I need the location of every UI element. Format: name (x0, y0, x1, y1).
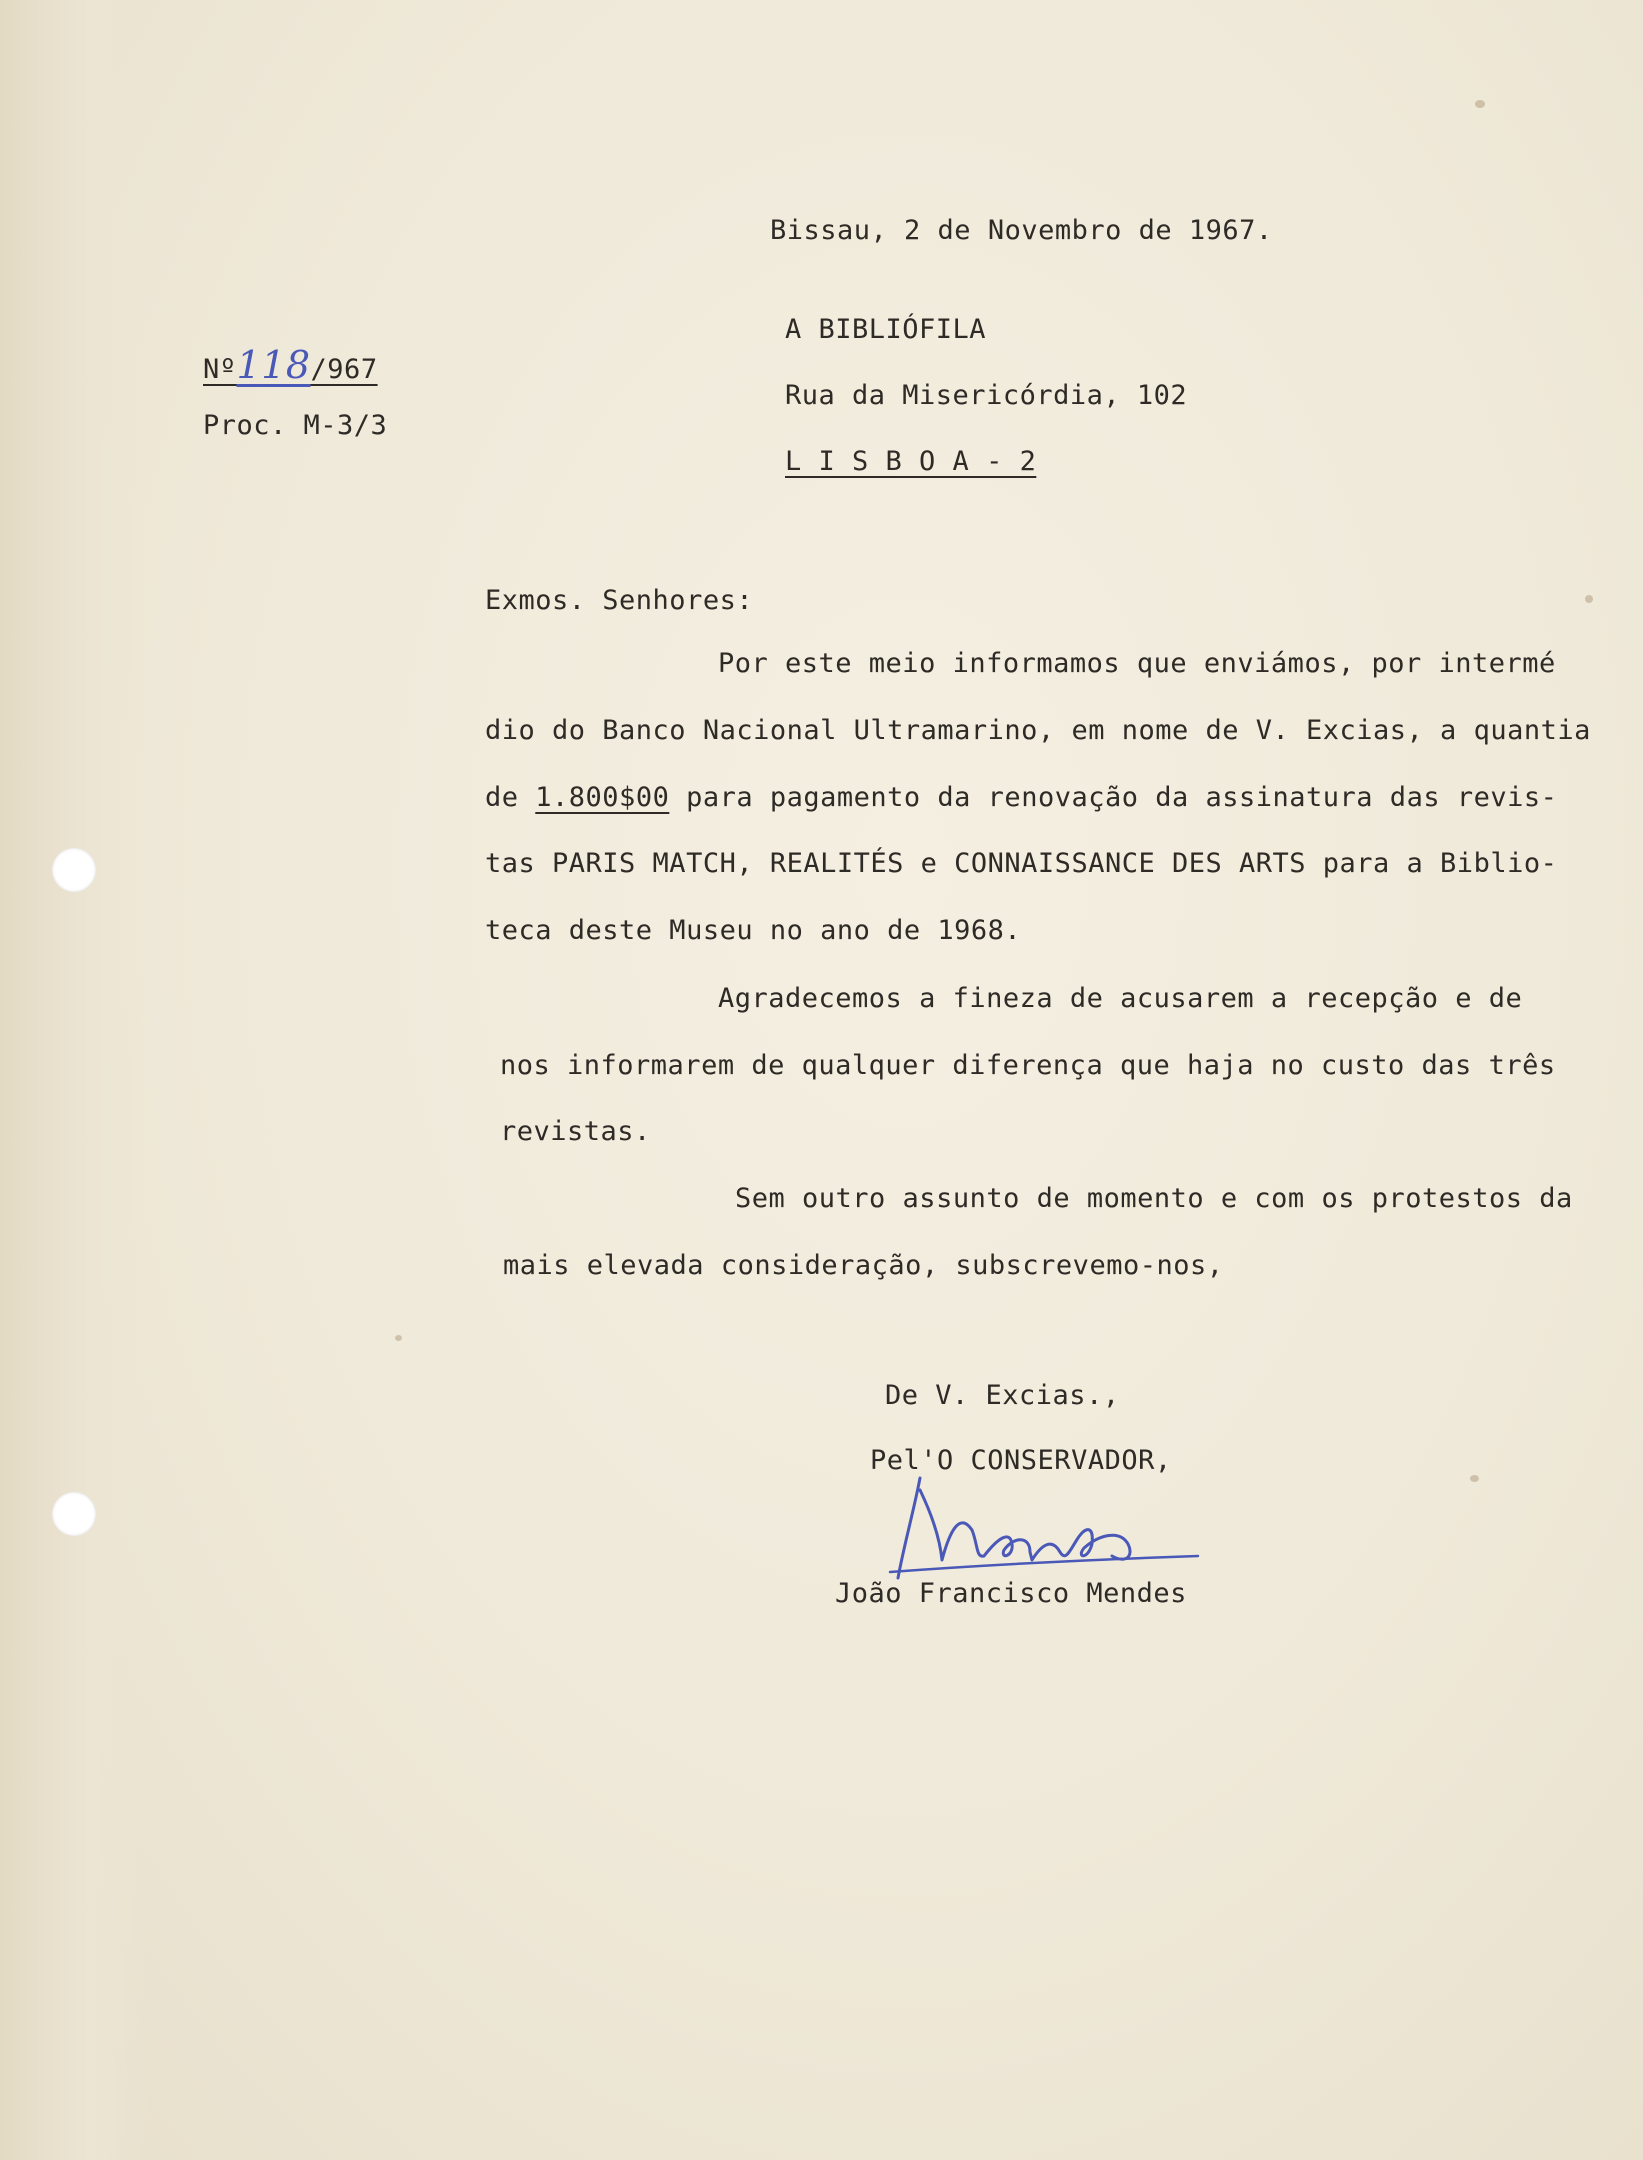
punch-hole-bottom (52, 1492, 96, 1536)
paper-speck (1585, 595, 1593, 603)
paragraph1-line2: dio do Banco Nacional Ultramarino, em nome de V. Excias, a quantia (485, 715, 1591, 746)
recipient-city: L I S B O A - 2 (785, 446, 1037, 477)
paragraph1-line3 (485, 782, 1557, 813)
paper-speck (395, 1335, 402, 1341)
closing-courtesy: De V. Excias., (885, 1380, 1120, 1411)
paragraph1-line5: teca deste Museu no ano de 1968. (485, 915, 1022, 946)
recipient-name: A BIBLIÓFILA (785, 314, 987, 345)
signature (880, 1460, 1210, 1590)
reference-number (203, 343, 378, 387)
punch-hole-top (52, 848, 96, 892)
reference-number-handwritten: 118 (236, 343, 311, 387)
paper-speck (1475, 100, 1485, 108)
paragraph2-line3: revistas. (500, 1116, 651, 1147)
paragraph3-line2: mais elevada consideração, subscrevemo-nos, (503, 1250, 1224, 1281)
paragraph2-line1: Agradecemos a fineza de acusarem a recepção e de (718, 983, 1523, 1014)
reference-number-prefix: Nº (203, 354, 237, 385)
recipient-street: Rua da Misericórdia, 102 (785, 380, 1188, 411)
process-reference: Proc. M-3/3 (203, 410, 388, 441)
paper-edge-shade (0, 0, 150, 2160)
salutation: Exmos. Senhores: (485, 585, 754, 616)
paragraph1-line4: tas PARIS MATCH, REALITÉS e CONNAISSANCE DES ARTS para a Biblio- (485, 848, 1558, 879)
paragraph1-line3-before: de (485, 782, 536, 813)
reference-number-suffix: /967 (310, 354, 378, 385)
paper-speck (1470, 1475, 1479, 1482)
closing-on-behalf: Pel'O CONSERVADOR, (870, 1445, 1172, 1476)
signer-name: João Francisco Mendes (835, 1578, 1187, 1609)
date-line: Bissau, 2 de Novembro de 1967. (770, 215, 1273, 246)
paragraph1-line3-after: para pagamento da renovação da assinatura das revis- (669, 782, 1558, 813)
paragraph2-line2: nos informarem de qualquer diferença que haja no custo das três (500, 1050, 1556, 1081)
paragraph1-line1: Por este meio informamos que enviámos, por intermé (718, 648, 1556, 679)
paragraph3-line1: Sem outro assunto de momento e com os protestos da (735, 1183, 1573, 1214)
payment-amount: 1.800$00 (535, 782, 670, 813)
